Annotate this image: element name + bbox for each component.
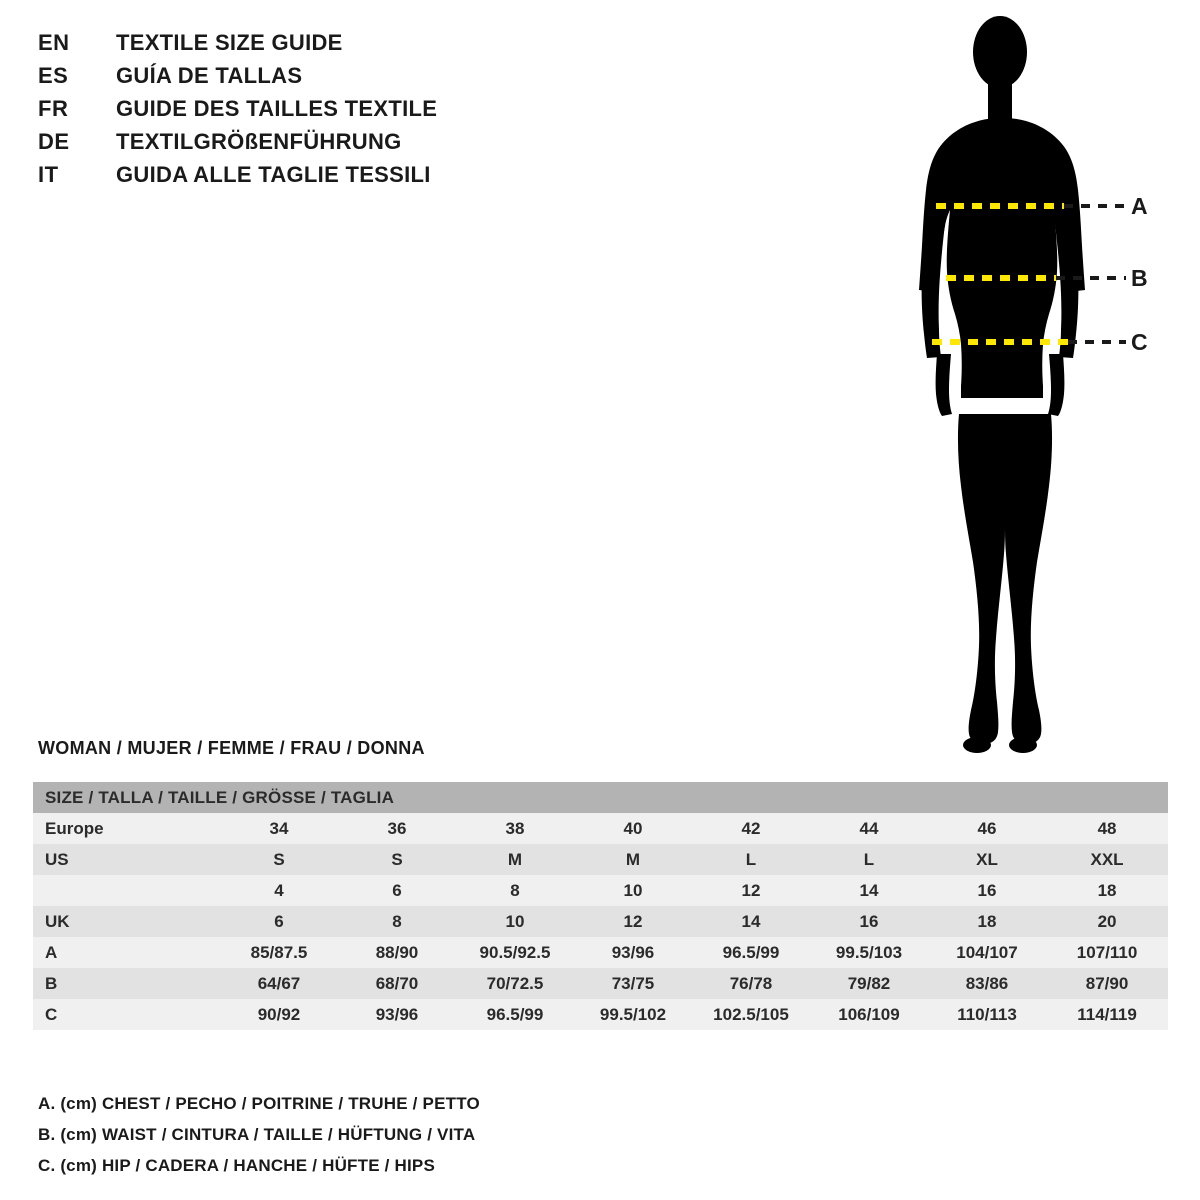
cell: 93/96 <box>574 937 692 968</box>
cell: L <box>810 844 928 875</box>
cell: 8 <box>456 875 574 906</box>
cell: 10 <box>456 906 574 937</box>
title-row <box>38 129 558 162</box>
cell: 38 <box>456 813 574 844</box>
cell: 16 <box>810 906 928 937</box>
cell: 79/82 <box>810 968 928 999</box>
cell: 10 <box>574 875 692 906</box>
title-text-en: TEXTILE SIZE GUIDE <box>116 30 343 55</box>
title-text-fr: GUIDE DES TAILLES TEXTILE <box>116 96 438 121</box>
callout-label-c: C <box>1131 329 1148 355</box>
cell: 106/109 <box>810 999 928 1030</box>
cell: 6 <box>338 875 456 906</box>
cell: 90/92 <box>220 999 338 1030</box>
callout-label-b: B <box>1131 265 1148 291</box>
cell: 107/110 <box>1046 937 1168 968</box>
cell: M <box>456 844 574 875</box>
cell: 40 <box>574 813 692 844</box>
cell: 90.5/92.5 <box>456 937 574 968</box>
cell: XL <box>928 844 1046 875</box>
table-row <box>33 968 1168 999</box>
cell: 14 <box>692 906 810 937</box>
title-block <box>38 30 558 195</box>
title-row <box>38 162 558 195</box>
table-row <box>33 875 1168 906</box>
cell: 99.5/103 <box>810 937 928 968</box>
table-row <box>33 906 1168 937</box>
title-lang-en: EN <box>38 30 70 55</box>
row-label: A <box>33 937 220 968</box>
cell: 87/90 <box>1046 968 1168 999</box>
title-text-de: TEXTILGRÖßENFÜHRUNG <box>116 129 402 154</box>
cell: XXL <box>1046 844 1168 875</box>
cell: 4 <box>220 875 338 906</box>
table-row <box>33 813 1168 844</box>
cell: 34 <box>220 813 338 844</box>
table-row <box>33 937 1168 968</box>
cell: 36 <box>338 813 456 844</box>
cell: 16 <box>928 875 1046 906</box>
cell: 114/119 <box>1046 999 1168 1030</box>
size-table-wrap <box>33 782 1168 1030</box>
row-label: Europe <box>33 813 220 844</box>
cell: S <box>338 844 456 875</box>
size-table <box>33 782 1168 1030</box>
cell: 14 <box>810 875 928 906</box>
cell: 6 <box>220 906 338 937</box>
cell: 93/96 <box>338 999 456 1030</box>
cell: 64/67 <box>220 968 338 999</box>
cell: 83/86 <box>928 968 1046 999</box>
title-lang-it: IT <box>38 162 59 187</box>
cell: 20 <box>1046 906 1168 937</box>
footnotes <box>38 1088 738 1181</box>
footnote-hip: C. (cm) HIP / CADERA / HANCHE / HÜFTE / HIPS <box>38 1156 436 1175</box>
cell: 85/87.5 <box>220 937 338 968</box>
row-label: UK <box>33 906 220 937</box>
cell: 104/107 <box>928 937 1046 968</box>
row-label: C <box>33 999 220 1030</box>
cell: 12 <box>692 875 810 906</box>
cell: 88/90 <box>338 937 456 968</box>
cell: 110/113 <box>928 999 1046 1030</box>
cell: 96.5/99 <box>456 999 574 1030</box>
callout-label-a: A <box>1131 193 1148 219</box>
body-figure <box>860 10 1190 755</box>
row-label <box>33 875 220 906</box>
title-text-it: GUIDA ALLE TAGLIE TESSILI <box>116 162 431 187</box>
cell: 42 <box>692 813 810 844</box>
table-header-row <box>33 782 1168 813</box>
title-text-es: GUÍA DE TALLAS <box>116 63 303 88</box>
footnote-chest: A. (cm) CHEST / PECHO / POITRINE / TRUHE / PETTO <box>38 1094 480 1113</box>
footnote-waist: B. (cm) WAIST / CINTURA / TAILLE / HÜFTUNG / VITA <box>38 1125 476 1144</box>
cell: 18 <box>928 906 1046 937</box>
female-body-silhouette-icon <box>860 10 1190 755</box>
cell: 18 <box>1046 875 1168 906</box>
gender-heading: WOMAN / MUJER / FEMME / FRAU / DONNA <box>38 738 425 758</box>
cell: 8 <box>338 906 456 937</box>
cell: 96.5/99 <box>692 937 810 968</box>
title-row <box>38 96 558 129</box>
cell: 102.5/105 <box>692 999 810 1030</box>
title-lang-es: ES <box>38 63 69 88</box>
cell: 70/72.5 <box>456 968 574 999</box>
cell: 99.5/102 <box>574 999 692 1030</box>
title-lang-fr: FR <box>38 96 69 121</box>
table-header-label: SIZE / TALLA / TAILLE / GRÖSSE / TAGLIA <box>33 782 1168 813</box>
cell: 73/75 <box>574 968 692 999</box>
title-row <box>38 30 558 63</box>
table-row <box>33 999 1168 1030</box>
title-lang-de: DE <box>38 129 70 154</box>
table-row <box>33 844 1168 875</box>
row-label: B <box>33 968 220 999</box>
row-label: US <box>33 844 220 875</box>
cell: 48 <box>1046 813 1168 844</box>
cell: 44 <box>810 813 928 844</box>
cell: M <box>574 844 692 875</box>
cell: 76/78 <box>692 968 810 999</box>
cell: L <box>692 844 810 875</box>
cell: 12 <box>574 906 692 937</box>
cell: 46 <box>928 813 1046 844</box>
cell: 68/70 <box>338 968 456 999</box>
cell: S <box>220 844 338 875</box>
title-row <box>38 63 558 96</box>
